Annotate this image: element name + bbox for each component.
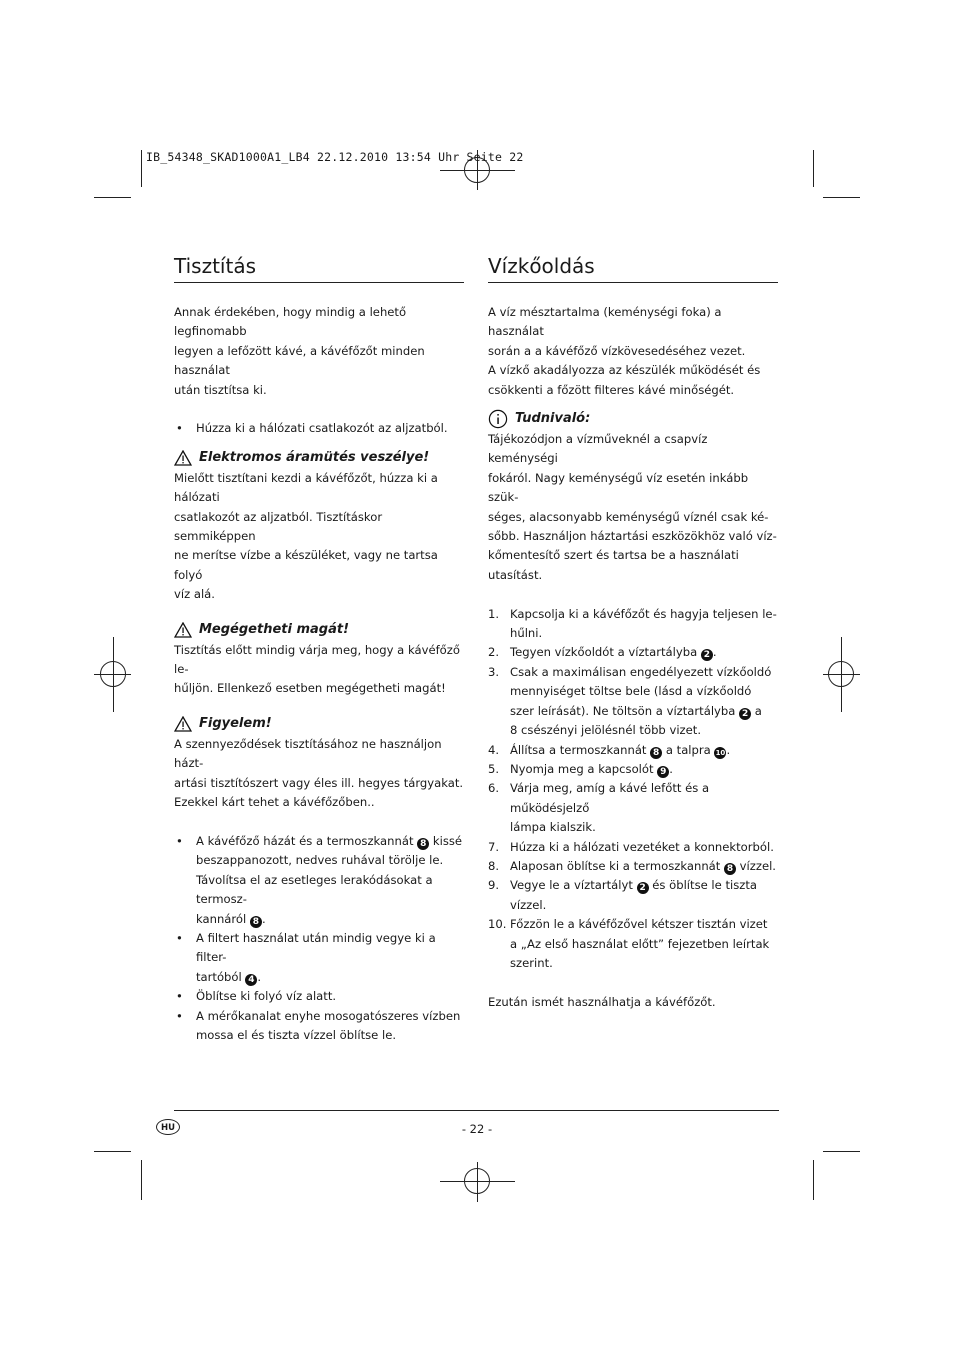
page-number: - 22 - xyxy=(461,1122,493,1136)
intro-line: A víz mésztartalma (keménységi foka) a használat xyxy=(488,305,722,339)
warning-icon xyxy=(174,450,192,466)
warning-icon xyxy=(174,622,192,638)
section-title: Tisztítás xyxy=(174,252,464,283)
warning-text: hűljön. Ellenkező esetben megégetheti magát! xyxy=(174,681,446,696)
list-item: 5. Nyomja meg a kapcsolót 9 . xyxy=(488,761,673,777)
intro-line: során a a kávéfőző vízkövesedéséhez vezet. xyxy=(488,343,746,358)
steps-list xyxy=(488,605,778,974)
list-item: • Öblítse ki folyó víz alatt. xyxy=(174,987,464,1006)
intro-line: legyen a lefőzött kávé, a kávéfőzőt minden használat xyxy=(174,343,425,378)
bullet-list xyxy=(174,832,464,1045)
info-text: fokáról. Nagy keménységű víz esetén inkább szük- xyxy=(488,470,749,505)
list-item: 4. Állítsa a termoszkannát 8 a talpra 10. xyxy=(488,742,731,758)
list-item: • Húzza ki a hálózati csatlakozót az aljzatból. xyxy=(174,419,464,438)
part-number-badge: 2 xyxy=(701,649,713,661)
outro-text: Ezután ismét használhatja a kávéfőzőt. xyxy=(488,994,716,1009)
list-item: • A filtert használat után mindig vegye ki a filter- tartóból 4 . xyxy=(174,929,464,987)
warning-text: artási tisztítószert vagy éles ill. hegyes tárgyakat. xyxy=(174,775,464,790)
footer-rule xyxy=(174,1110,779,1111)
warning-text: Mielőtt tisztítani kezdi a kávéfőzőt, húzza ki a hálózati xyxy=(174,470,438,505)
warning-heading: Figyelem! xyxy=(174,713,464,735)
list-item: • A mérőkanalat enyhe mosogatószeres vízben mossa el és tiszta vízzel öblítse le. xyxy=(174,1007,464,1046)
list-item: 9. Vegye le a víztartályt 2 és öblítse le tiszta vízzel. xyxy=(488,878,758,912)
part-number-badge: 8 xyxy=(724,863,736,875)
part-number-badge: 2 xyxy=(637,882,649,894)
print-slug: IB_54348_SKAD1000A1_LB4 22.12.2010 13:54 Uhr Seite 22 xyxy=(146,150,524,164)
section-descaling xyxy=(488,252,778,1012)
info-text: kőmentesítő szert és tartsa be a használati utasítást. xyxy=(488,548,739,582)
part-number-badge: 8 xyxy=(650,747,662,759)
list-item: 3. Csak a maximálisan engedélyezett vízkőoldó mennyiséget töltse bele (lásd a vízkőoldó szer leírását). Ne töltsön a víztartályba 2 a 8 csészényi jelölésnél több vizet. xyxy=(488,664,772,738)
warning-text: ne merítse vízbe a készüléket, vagy ne tartsa folyó xyxy=(174,548,438,582)
info-heading: Tudnivaló: xyxy=(488,408,778,430)
list-item: 10. Főzzön le a kávéfőzővel kétszer tisztán vizet a „Az első használat előtt” fejezetben leírtak szerint. xyxy=(488,917,770,970)
part-number-badge: 2 xyxy=(739,708,751,720)
part-number-badge: 10 xyxy=(715,748,726,757)
section-cleaning xyxy=(174,252,464,1045)
warning-heading: Elektromos áramütés veszélye! xyxy=(174,447,464,469)
list-item: 2. Tegyen vízkőoldót a víztartályba 2 . xyxy=(488,645,717,661)
warning-icon xyxy=(174,716,192,732)
warning-heading: Megégetheti magát! xyxy=(174,619,464,641)
part-number-badge: 8 xyxy=(250,916,262,928)
intro-line: csökkenti a főzött filteres kávé minőségét. xyxy=(488,382,735,397)
intro-line: után tisztítsa ki. xyxy=(174,382,267,397)
part-number-badge: 8 xyxy=(417,838,429,850)
list-item: • A kávéfőző házát és a termoszkannát 8 kissé beszappanozott, nedves ruhával törölje le. Távolítsa el az esetleges lerakódásokat a termosz- kannáról 8 . xyxy=(174,832,464,929)
list-item: 7. Húzza ki a hálózati vezetéket a konnektorból. xyxy=(488,839,774,854)
info-text: séges, alacsonyabb keménységű víznél csak ké- xyxy=(488,509,769,524)
language-badge: HU xyxy=(156,1119,180,1135)
info-icon xyxy=(488,409,508,429)
warning-text: Tisztítás előtt mindig várja meg, hogy a kávéfőző le- xyxy=(174,642,460,677)
intro-line: A vízkő akadályozza az készülék működését és xyxy=(488,363,761,378)
part-number-badge: 4 xyxy=(245,974,257,986)
info-text: sőbb. Használjon háztartási eszközökhöz való víz- xyxy=(488,529,777,544)
list-item: 8. Alaposan öblítse ki a termoszkannát 8 vízzel. xyxy=(488,858,776,874)
bullet-list xyxy=(174,419,464,438)
part-number-badge: 9 xyxy=(657,766,669,778)
warning-text: víz alá. xyxy=(174,587,215,602)
section-title: Vízkőoldás xyxy=(488,252,778,283)
list-item: 6. Várja meg, amíg a kávé lefőtt és a működésjelző lámpa kialszik. xyxy=(488,781,710,835)
list-item: 1. Kapcsolja ki a kávéfőzőt és hagyja teljesen le- hűlni. xyxy=(488,606,777,641)
warning-text: A szennyeződések tisztításához ne használjon házt- xyxy=(174,736,442,771)
warning-text: Ezekkel kárt tehet a kávéfőzőben.. xyxy=(174,795,375,810)
info-text: Tájékozódjon a vízműveknél a csapvíz keménységi xyxy=(488,432,708,466)
warning-text: csatlakozót az aljzatból. Tisztításkor semmiképpen xyxy=(174,509,383,544)
intro-line: Annak érdekében, hogy mindig a lehető legfinomabb xyxy=(174,305,407,339)
